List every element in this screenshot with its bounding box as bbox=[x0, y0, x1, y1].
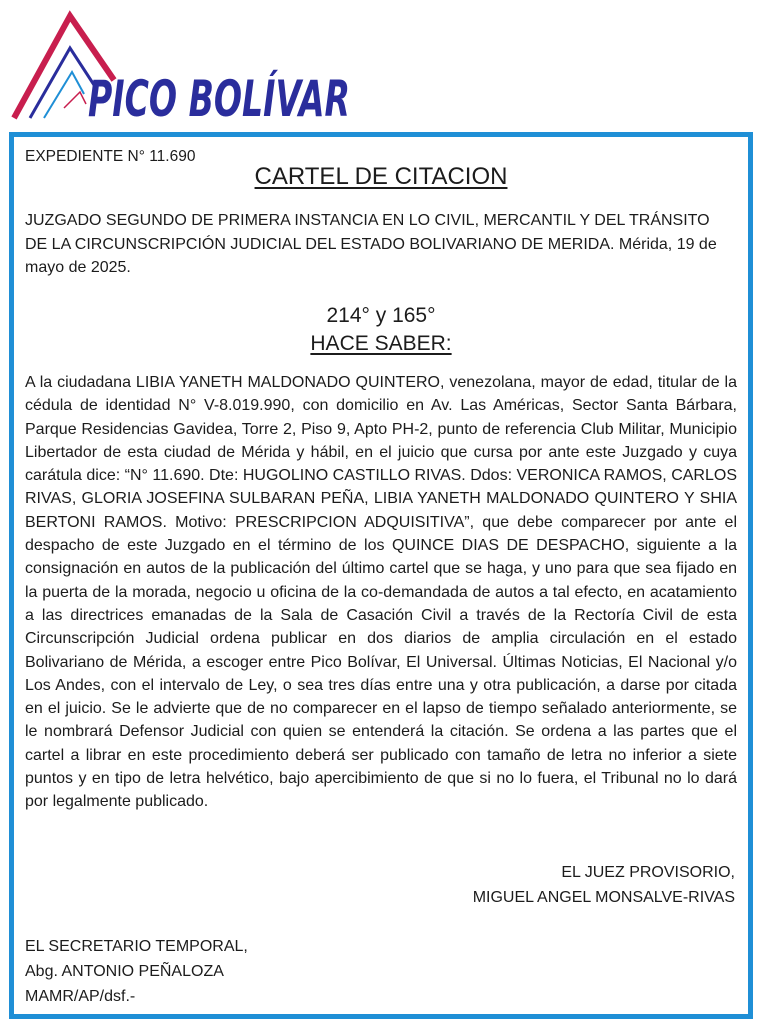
reference-initials: MAMR/AP/dsf.- bbox=[25, 988, 136, 1005]
secretary-title: EL SECRETARIO TEMPORAL, bbox=[25, 938, 248, 955]
notice-title: CARTEL DE CITACION bbox=[254, 163, 508, 190]
judge-title: EL JUEZ PROVISORIO, bbox=[561, 864, 735, 881]
judge-signature-block bbox=[473, 860, 735, 910]
hace-saber-heading: HACE SABER: bbox=[310, 332, 452, 355]
court-header: JUZGADO SEGUNDO DE PRIMERA INSTANCIA EN LO CIVIL, MERCANTIL Y DEL TRÁNSITO DE LA CIRCUNSCRIPCIÓN JUDICIAL DEL ESTADO BOLIVARIANO DE MERIDA. Mérida, 19 de mayo de 2025. bbox=[25, 212, 717, 276]
citation-notice-frame bbox=[9, 132, 753, 1019]
pico-bolivar-logo bbox=[10, 8, 484, 128]
secretary-name: Abg. ANTONIO PEÑALOZA bbox=[25, 963, 224, 980]
svg-text:PICO BOLÍVAR: PICO BOLÍVAR bbox=[88, 70, 484, 128]
independence-federation-years: 214° y 165° bbox=[326, 304, 436, 327]
notice-body: A la ciudadana LIBIA YANETH MALDONADO QUINTERO, venezolana, mayor de edad, titular de la cédula de identidad N° V-8.019.990, con domicilio en Av. Las Américas, Sector Santa Bárbara, Parque Residencias Gavidea, Torre 2, Piso 9, Apto PH-2, punto de referencia Club Militar, Municipio Libertador de esta ciudad de Mérida y hábil, en el juicio que cursa por ante este Juzgado y cuya carátula dice: “N° 11.690. Dte: HUGOLINO CASTILLO RIVAS. Ddos: VERONICA RAMOS, CARLOS RIVAS, GLORIA JOSEFINA SULBARAN PEÑA, LIBIA YANETH MALDONADO QUINTERO Y SHIA BERTONI RAMOS. Motivo: PRESCRIPCION ADQUISITIVA”, que debe comparecer por ante el despacho de este Juzgado en el término de los QUINCE DIAS DE DESPACHO, siguiente a la consignación en autos de la publicación del último cartel que se haga, y uno para que sea fijado en la puerta de la morada, negocio u oficina de la co-demandada de autos a tal efecto, en acatamiento a las directrices emanadas de la Sala de Casación Civil a través de la Rectoría Civil de esta Circunscripción Judicial ordena publicar en dos diarios de amplia circulación en el estado Bolivariano de Mérida, a escoger entre Pico Bolívar, El Universal. Últimas Noticias, El Nacional y/o Los Andes, con el intervalo de Ley, o sea tres días entre una y otra publicación, a darse por citada en el juicio. Se le advierte que de no comparecer en el lapso de tiempo señalado anteriormente, se le nombrará Defensor Judicial con quien se entenderá la citación. Se ordena a las partes que el cartel a librar en este procedimiento deberá ser publicado con tamaño de letra no inferior a siete puntos y en tipo de letra helvético, bajo apercibimiento de que si no lo fuera, el Tribunal no lo dará por legalmente publicado. bbox=[25, 374, 737, 811]
judge-name: MIGUEL ANGEL MONSALVE-RIVAS bbox=[472, 889, 735, 906]
case-number: EXPEDIENTE N° 11.690 bbox=[25, 148, 196, 165]
secretary-block bbox=[25, 934, 248, 1009]
